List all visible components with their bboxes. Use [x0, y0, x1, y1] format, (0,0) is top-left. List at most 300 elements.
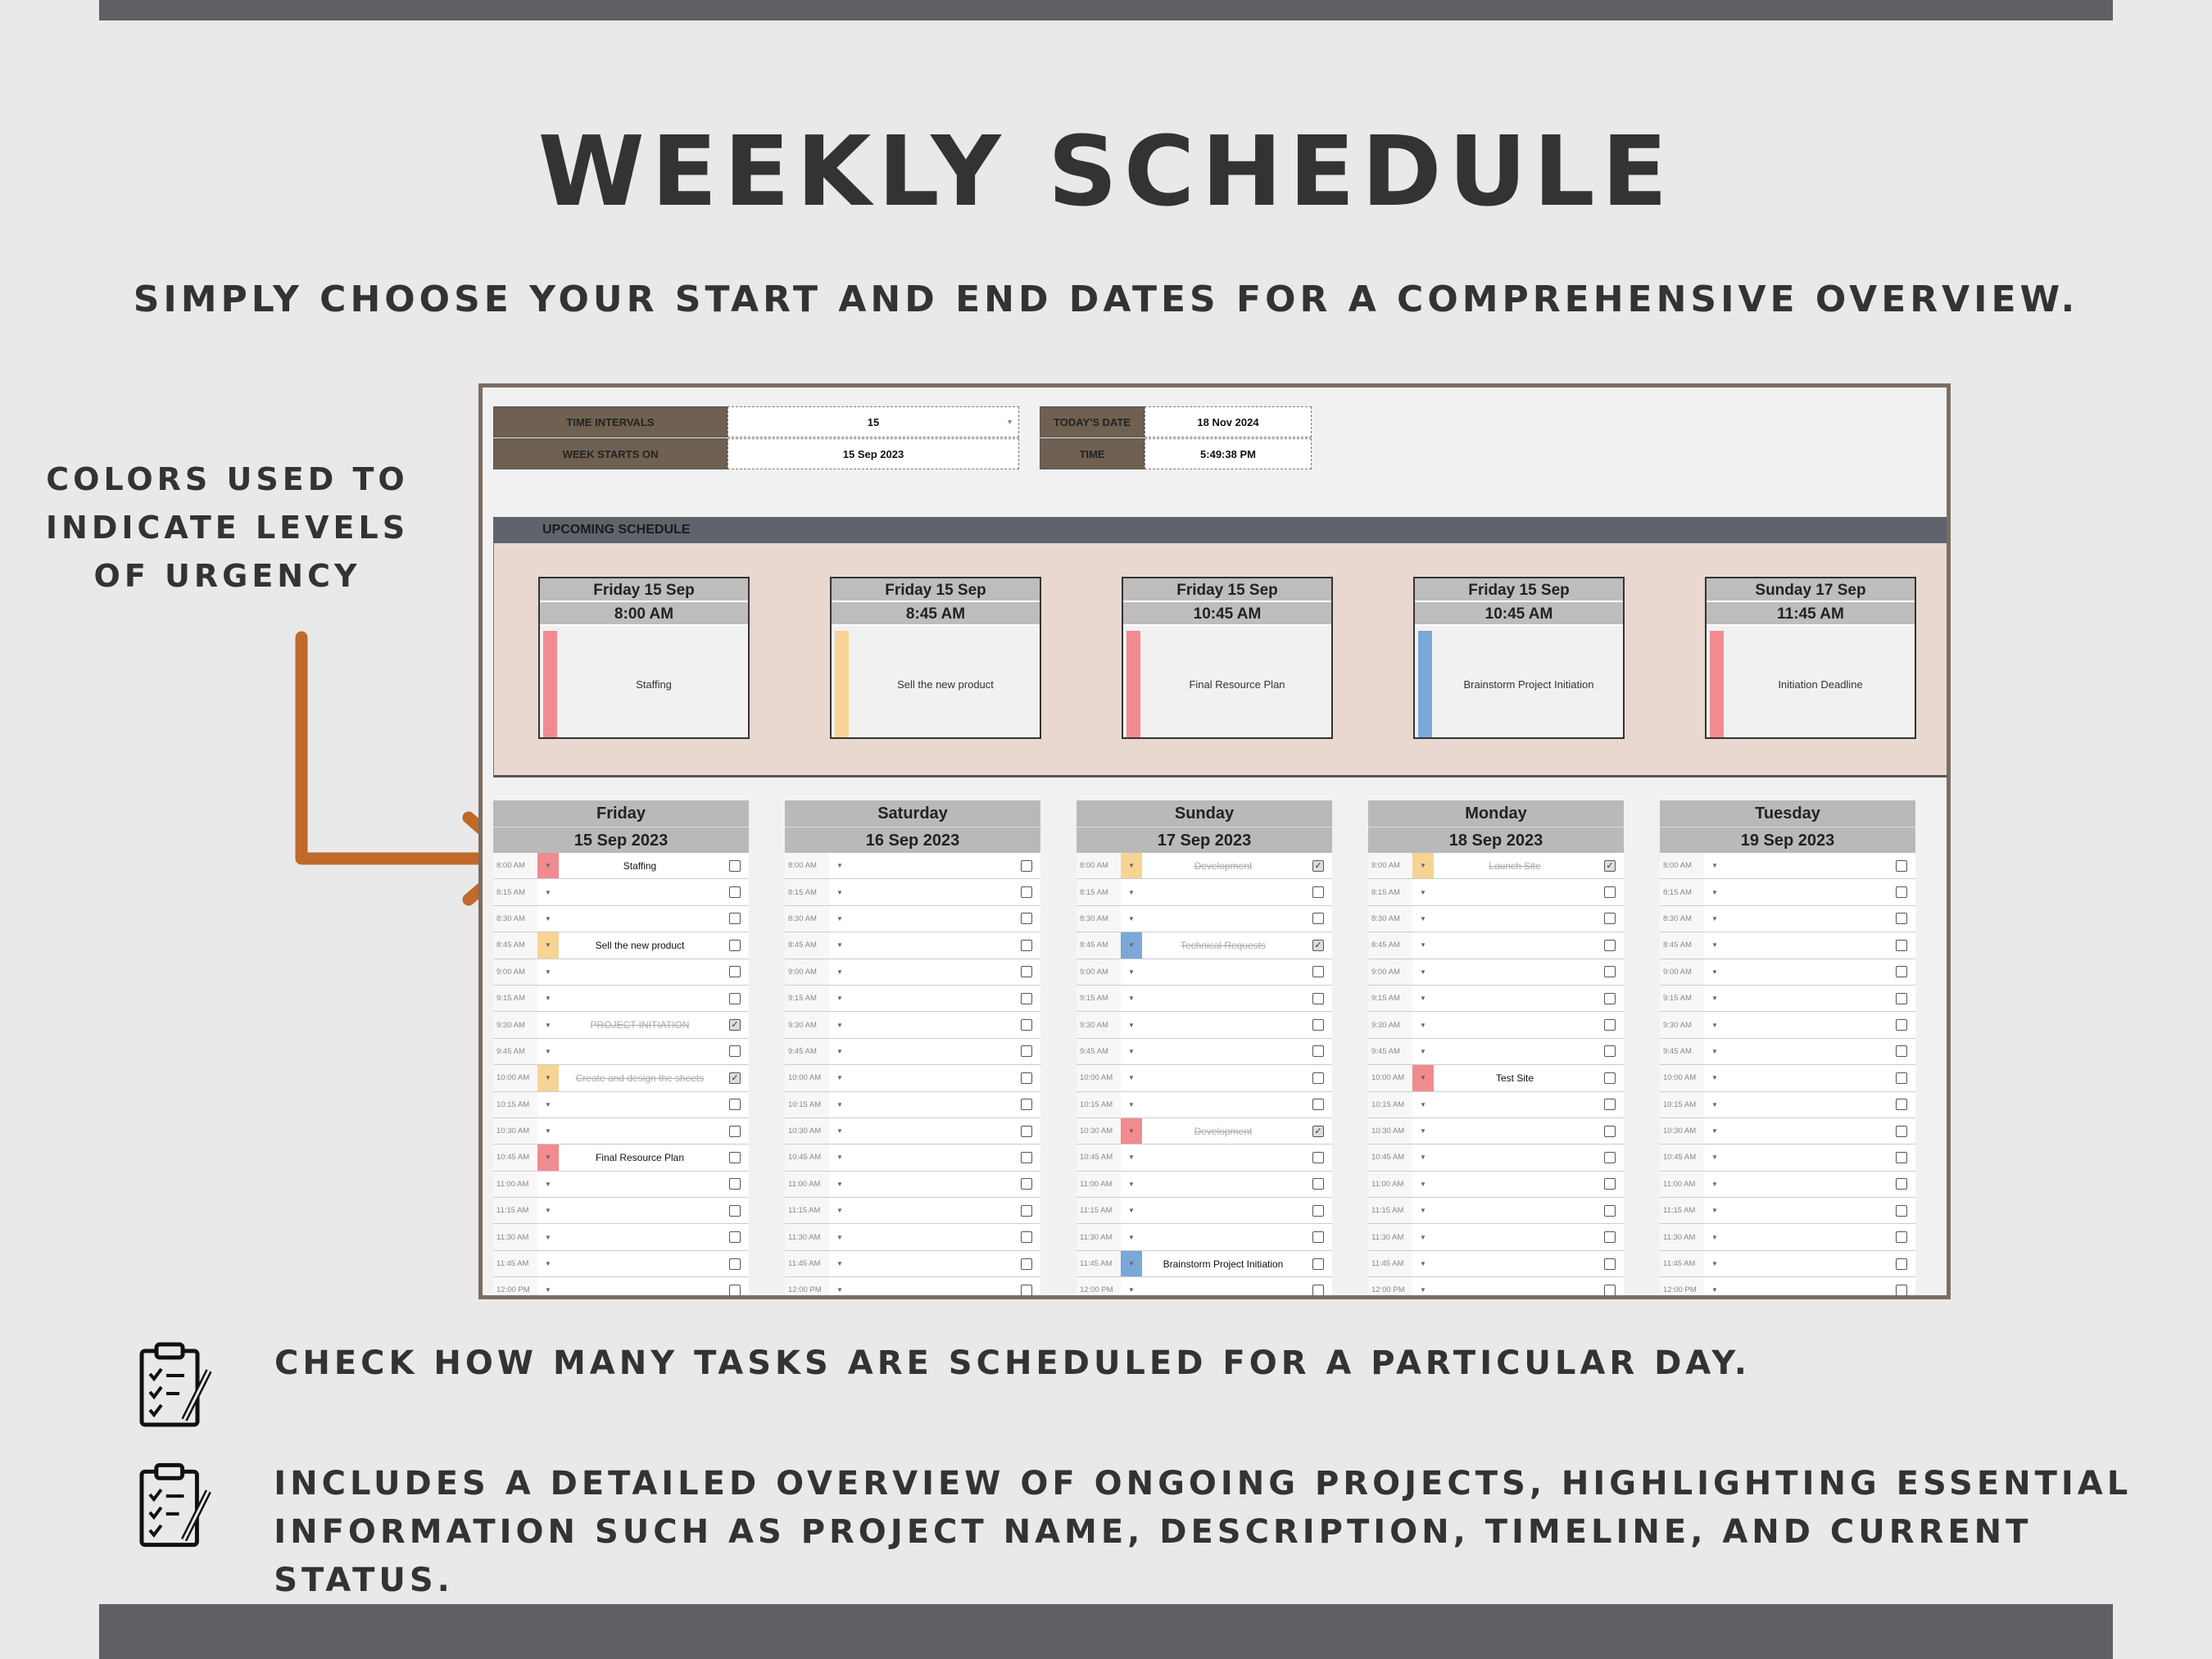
time-slot-label: 10:00 AM	[1077, 1065, 1121, 1090]
todays-date-label: TODAY'S DATE	[1040, 406, 1145, 437]
upcoming-card[interactable]	[538, 577, 750, 739]
done-checkbox[interactable]	[729, 1178, 741, 1190]
urgency-select[interactable]	[1121, 1198, 1142, 1223]
time-slot-row	[785, 986, 1040, 1012]
urgency-select[interactable]	[1121, 959, 1142, 985]
done-checkbox[interactable]	[1021, 913, 1032, 924]
urgency-select[interactable]	[1412, 1039, 1434, 1064]
task-cell[interactable]: Development	[1194, 1125, 1253, 1137]
done-checkbox[interactable]	[1021, 940, 1032, 951]
chevron-down-icon: ▼	[1420, 1100, 1426, 1108]
done-checkbox[interactable]	[729, 886, 741, 898]
urgency-select[interactable]	[829, 1145, 850, 1170]
done-checkbox[interactable]	[1896, 1072, 1907, 1084]
urgency-select[interactable]	[1412, 1118, 1434, 1144]
time-slot-label: 11:45 AM	[493, 1251, 537, 1276]
time-slot-label: 11:30 AM	[1077, 1224, 1121, 1249]
spreadsheet-panel	[478, 383, 1951, 1299]
done-checkbox[interactable]	[1604, 913, 1616, 924]
time-slot-row	[1368, 906, 1624, 932]
done-checkbox[interactable]	[729, 1231, 741, 1243]
done-checkbox[interactable]: ✓	[729, 1072, 741, 1084]
done-checkbox[interactable]	[1896, 940, 1907, 951]
chevron-down-icon: ▼	[836, 941, 843, 950]
urgency-select[interactable]	[829, 1224, 850, 1249]
done-checkbox[interactable]	[1604, 1099, 1616, 1110]
done-checkbox[interactable]	[1021, 1205, 1032, 1217]
urgency-select[interactable]	[829, 1118, 850, 1144]
feature-text	[274, 1460, 2212, 1605]
done-checkbox[interactable]	[1312, 1178, 1324, 1190]
chevron-down-icon: ▼	[1420, 1021, 1426, 1029]
done-checkbox[interactable]	[1604, 1231, 1616, 1243]
done-checkbox[interactable]	[1896, 1019, 1907, 1031]
time-slot-label: 11:15 AM	[1368, 1198, 1412, 1223]
time-slot-row	[493, 1092, 749, 1118]
urgency-note-line: OF URGENCY	[93, 558, 361, 594]
time-slot-label: 10:15 AM	[785, 1092, 829, 1117]
chevron-down-icon: ▼	[1711, 1233, 1718, 1241]
upcoming-card-day: Sunday 17 Sep	[1707, 578, 1915, 602]
done-checkbox[interactable]	[1021, 1285, 1032, 1296]
done-checkbox[interactable]	[1021, 1019, 1032, 1031]
done-checkbox[interactable]	[1896, 1205, 1907, 1217]
done-checkbox[interactable]	[1604, 1258, 1616, 1270]
upcoming-card-time: 8:45 AM	[832, 602, 1040, 626]
done-checkbox[interactable]	[729, 940, 741, 951]
time-slot-label: 11:45 AM	[785, 1251, 829, 1276]
urgency-select[interactable]	[537, 906, 559, 931]
urgency-select[interactable]	[537, 1277, 559, 1299]
urgency-select[interactable]	[1412, 1172, 1434, 1197]
task-cell[interactable]: Development	[1194, 859, 1253, 872]
urgency-select[interactable]	[537, 853, 559, 878]
done-checkbox[interactable]	[1021, 1258, 1032, 1270]
urgency-select[interactable]	[829, 906, 850, 931]
urgency-select[interactable]	[829, 1251, 850, 1276]
urgency-select[interactable]	[1121, 1118, 1142, 1144]
urgency-select[interactable]	[1121, 1039, 1142, 1064]
urgency-select[interactable]	[1704, 1172, 1725, 1197]
done-checkbox[interactable]	[1604, 1205, 1616, 1217]
urgency-select[interactable]	[829, 1172, 850, 1197]
time-slot-label: 11:45 AM	[1660, 1251, 1704, 1276]
done-checkbox[interactable]	[1312, 1072, 1324, 1084]
chevron-down-icon: ▼	[545, 1180, 551, 1188]
chevron-down-icon: ▼	[545, 888, 551, 896]
upcoming-card[interactable]	[1413, 577, 1625, 739]
urgency-select[interactable]	[1704, 1118, 1725, 1144]
chevron-down-icon: ▼	[545, 1286, 551, 1294]
chevron-down-icon: ▼	[1420, 1207, 1426, 1215]
time-slot-row	[785, 1092, 1040, 1118]
done-checkbox[interactable]	[1312, 1099, 1324, 1110]
chevron-down-icon: ▼	[1711, 968, 1718, 976]
task-cell[interactable]: Sell the new product	[595, 939, 685, 951]
chevron-down-icon: ▼	[1128, 1180, 1135, 1188]
urgency-select[interactable]	[829, 1198, 850, 1223]
done-checkbox[interactable]: ✓	[1312, 940, 1324, 951]
done-checkbox[interactable]	[1896, 966, 1907, 977]
time-slot-label: 11:45 AM	[1077, 1251, 1121, 1276]
urgency-select[interactable]	[537, 879, 559, 904]
task-cell[interactable]: Brainstorm Project Initiation	[1163, 1258, 1284, 1270]
urgency-select[interactable]	[829, 1065, 850, 1090]
done-checkbox[interactable]	[1604, 1152, 1616, 1163]
time-slot-label: 11:30 AM	[1660, 1224, 1704, 1249]
done-checkbox[interactable]	[1021, 1045, 1032, 1057]
day-name: Monday	[1368, 800, 1624, 827]
done-checkbox[interactable]	[1604, 1126, 1616, 1137]
urgency-select[interactable]	[1704, 853, 1725, 878]
urgency-select[interactable]	[829, 1039, 850, 1064]
chevron-down-icon: ▼	[1128, 1233, 1135, 1241]
task-cell[interactable]: Create and design the sheets	[575, 1072, 705, 1084]
chevron-down-icon: ▼	[1128, 1127, 1135, 1135]
done-checkbox[interactable]	[1604, 1285, 1616, 1296]
done-checkbox[interactable]	[729, 860, 741, 872]
urgency-select[interactable]	[1704, 906, 1725, 931]
done-checkbox[interactable]	[729, 1152, 741, 1163]
time-slot-label: 8:30 AM	[1660, 906, 1704, 931]
time-slot-row	[493, 853, 749, 879]
urgency-select[interactable]	[537, 1065, 559, 1090]
time-slot-row	[493, 1039, 749, 1065]
urgency-select[interactable]	[829, 932, 850, 958]
chevron-down-icon: ▼	[836, 1047, 843, 1055]
done-checkbox[interactable]	[1021, 1072, 1032, 1084]
urgency-select[interactable]	[1412, 1012, 1434, 1037]
done-checkbox[interactable]	[1896, 1045, 1907, 1057]
done-checkbox[interactable]	[1604, 1178, 1616, 1190]
done-checkbox[interactable]: ✓	[1604, 860, 1616, 872]
time-slot-label: 10:45 AM	[493, 1145, 537, 1170]
chevron-down-icon: ▼	[836, 1100, 843, 1108]
urgency-select[interactable]	[1704, 1145, 1725, 1170]
time-slot-label: 10:00 AM	[1368, 1065, 1412, 1090]
urgency-select[interactable]	[829, 1092, 850, 1117]
urgency-select[interactable]	[1412, 1145, 1434, 1170]
urgency-select[interactable]	[1121, 1145, 1142, 1170]
urgency-select[interactable]	[537, 932, 559, 958]
time-slot-row	[1368, 1012, 1624, 1038]
urgency-select[interactable]	[1121, 986, 1142, 1011]
done-checkbox[interactable]	[1312, 1285, 1324, 1296]
done-checkbox[interactable]	[729, 1126, 741, 1137]
done-checkbox[interactable]	[729, 1258, 741, 1270]
time-slot-label: 10:30 AM	[1077, 1118, 1121, 1144]
done-checkbox[interactable]	[1312, 1205, 1324, 1217]
time-slot-label: 11:15 AM	[493, 1198, 537, 1223]
done-checkbox[interactable]	[1021, 1231, 1032, 1243]
done-checkbox[interactable]	[1312, 886, 1324, 898]
done-checkbox[interactable]: ✓	[1312, 1126, 1324, 1137]
time-slot-row	[1077, 879, 1332, 905]
urgency-select[interactable]	[1121, 1277, 1142, 1299]
done-checkbox[interactable]	[729, 1205, 741, 1217]
urgency-select[interactable]	[1704, 959, 1725, 985]
time-slot-row	[493, 1172, 749, 1198]
urgency-select[interactable]	[1121, 879, 1142, 904]
urgency-select[interactable]	[537, 959, 559, 985]
urgency-select[interactable]	[1121, 1065, 1142, 1090]
done-checkbox[interactable]	[1021, 1152, 1032, 1163]
urgency-select[interactable]	[537, 1224, 559, 1249]
done-checkbox[interactable]: ✓	[1312, 860, 1324, 872]
time-intervals-select[interactable]	[728, 406, 1019, 437]
urgency-select[interactable]	[537, 1172, 559, 1197]
time-slot-row	[493, 1118, 749, 1145]
urgency-select[interactable]	[1704, 879, 1725, 904]
urgency-select[interactable]	[1412, 879, 1434, 904]
done-checkbox[interactable]	[1896, 886, 1907, 898]
upcoming-schedule-area	[493, 543, 1951, 777]
time-slot-label: 11:15 AM	[1077, 1198, 1121, 1223]
done-checkbox[interactable]	[1896, 1126, 1907, 1137]
upcoming-card[interactable]	[1122, 577, 1333, 739]
time-slot-label: 10:15 AM	[1077, 1092, 1121, 1117]
urgency-select[interactable]	[1121, 1092, 1142, 1117]
done-checkbox[interactable]	[1896, 1178, 1907, 1190]
page-subtitle: SIMPLY CHOOSE YOUR START AND END DATES FOR A COMPREHENSIVE OVERVIEW.	[133, 279, 2079, 320]
urgency-select[interactable]	[1412, 932, 1434, 958]
time-slot-label: 9:30 AM	[1660, 1012, 1704, 1037]
time-slot-label: 11:30 AM	[1368, 1224, 1412, 1249]
done-checkbox[interactable]	[1604, 993, 1616, 1004]
day-date: 18 Sep 2023	[1368, 827, 1624, 853]
urgency-select[interactable]	[1121, 1251, 1142, 1276]
urgency-select[interactable]	[1704, 1277, 1725, 1299]
urgency-select[interactable]	[537, 1198, 559, 1223]
urgency-select[interactable]	[1704, 1065, 1725, 1090]
chevron-down-icon: ▼	[545, 1154, 551, 1162]
time-slot-row	[1368, 959, 1624, 986]
upcoming-card-task: Staffing	[636, 678, 672, 691]
task-cell[interactable]: Technical Requests	[1180, 939, 1267, 951]
urgency-select[interactable]	[829, 1277, 850, 1299]
chevron-down-icon: ▼	[1711, 1127, 1718, 1135]
time-slot-row	[493, 906, 749, 932]
time-slot-label: 9:30 AM	[785, 1012, 829, 1037]
chevron-down-icon: ▼	[545, 1233, 551, 1241]
task-cell[interactable]: Staffing	[623, 859, 657, 872]
urgency-select[interactable]	[1121, 1172, 1142, 1197]
done-checkbox[interactable]	[1312, 1152, 1324, 1163]
done-checkbox[interactable]	[1021, 860, 1032, 872]
urgency-select[interactable]	[1704, 1039, 1725, 1064]
urgency-select[interactable]	[1121, 932, 1142, 958]
chevron-down-icon: ▼	[836, 914, 843, 922]
done-checkbox[interactable]	[729, 1045, 741, 1057]
chevron-down-icon: ▼	[1420, 995, 1426, 1003]
done-checkbox[interactable]	[1896, 1285, 1907, 1296]
upcoming-card-day: Friday 15 Sep	[1123, 578, 1331, 602]
done-checkbox[interactable]: ✓	[729, 1019, 741, 1031]
done-checkbox[interactable]	[1604, 1072, 1616, 1084]
urgency-select[interactable]	[1704, 1224, 1725, 1249]
urgency-select[interactable]	[1412, 1251, 1434, 1276]
chevron-down-icon: ▼	[836, 995, 843, 1003]
chevron-down-icon: ▼	[1128, 888, 1135, 896]
urgency-select[interactable]	[1121, 906, 1142, 931]
urgency-select[interactable]	[829, 959, 850, 985]
week-starts-input[interactable]: 15 Sep 2023	[728, 438, 1019, 469]
urgency-select[interactable]	[1121, 1224, 1142, 1249]
chevron-down-icon: ▼	[836, 1074, 843, 1082]
urgency-select[interactable]	[1121, 853, 1142, 878]
urgency-select[interactable]	[537, 1251, 559, 1276]
time-slot-row	[1660, 1012, 1915, 1038]
task-cell[interactable]: Final Resource Plan	[595, 1151, 685, 1163]
done-checkbox[interactable]	[729, 913, 741, 924]
time-slot-row	[1368, 879, 1624, 905]
urgency-select[interactable]	[829, 853, 850, 878]
day-date: 17 Sep 2023	[1077, 827, 1332, 853]
done-checkbox[interactable]	[1312, 1019, 1324, 1031]
time-slot-label: 8:00 AM	[785, 853, 829, 878]
done-checkbox[interactable]	[1604, 886, 1616, 898]
week-starts-label: WEEK STARTS ON	[493, 438, 728, 469]
done-checkbox[interactable]	[1896, 993, 1907, 1004]
urgency-select[interactable]	[1704, 1092, 1725, 1117]
urgency-select[interactable]	[537, 986, 559, 1011]
time-slot-row	[785, 1118, 1040, 1145]
done-checkbox[interactable]	[1021, 1178, 1032, 1190]
done-checkbox[interactable]	[1604, 1045, 1616, 1057]
urgency-select[interactable]	[1704, 1012, 1725, 1037]
time-slot-row	[1077, 1092, 1332, 1118]
done-checkbox[interactable]	[1312, 966, 1324, 977]
chevron-down-icon: ▼	[1711, 1047, 1718, 1055]
time-slot-row	[1660, 906, 1915, 932]
task-cell[interactable]: PROJECT INITIATION	[590, 1019, 690, 1031]
urgency-select[interactable]	[829, 1012, 850, 1037]
task-cell[interactable]: Test Site	[1495, 1072, 1534, 1084]
urgency-select[interactable]	[537, 1145, 559, 1170]
done-checkbox[interactable]	[1021, 1099, 1032, 1110]
time-slot-label: 9:15 AM	[785, 986, 829, 1011]
done-checkbox[interactable]	[729, 966, 741, 977]
urgency-select[interactable]	[1704, 1251, 1725, 1276]
done-checkbox[interactable]	[1604, 966, 1616, 977]
urgency-select[interactable]	[1412, 853, 1434, 878]
done-checkbox[interactable]	[1896, 1231, 1907, 1243]
done-checkbox[interactable]	[1021, 886, 1032, 898]
urgency-select[interactable]	[1412, 1092, 1434, 1117]
time-slot-label: 9:15 AM	[1368, 986, 1412, 1011]
chevron-down-icon: ▼	[1128, 1047, 1135, 1055]
upcoming-card[interactable]	[1705, 577, 1916, 739]
chevron-down-icon: ▼	[1128, 862, 1135, 870]
time-slot-row	[785, 1251, 1040, 1277]
time-slot-label: 10:45 AM	[785, 1145, 829, 1170]
urgency-select[interactable]	[537, 1012, 559, 1037]
done-checkbox[interactable]	[729, 1099, 741, 1110]
urgency-select[interactable]	[537, 1092, 559, 1117]
day-date: 19 Sep 2023	[1660, 827, 1915, 853]
time-slot-label: 9:45 AM	[1077, 1039, 1121, 1064]
upcoming-card-task: Sell the new product	[897, 678, 994, 691]
time-slot-label: 8:30 AM	[1368, 906, 1412, 931]
chevron-down-icon: ▼	[1711, 941, 1718, 950]
feature-line: INFORMATION SUCH AS PROJECT NAME, DESCRIPTION, TIMELINE, AND CURRENT STATUS.	[274, 1513, 2033, 1599]
time-slot-label: 8:15 AM	[1077, 879, 1121, 904]
time-slot-row	[785, 1277, 1040, 1299]
chevron-down-icon: ▼	[836, 1180, 843, 1188]
done-checkbox[interactable]	[1312, 1045, 1324, 1057]
urgency-select[interactable]	[1412, 1198, 1434, 1223]
urgency-select[interactable]	[1412, 986, 1434, 1011]
urgency-select[interactable]	[1704, 932, 1725, 958]
urgency-select[interactable]	[1121, 1012, 1142, 1037]
done-checkbox[interactable]	[1896, 1099, 1907, 1110]
chevron-down-icon: ▼	[545, 1260, 551, 1268]
time-slot-label: 11:00 AM	[785, 1172, 829, 1197]
done-checkbox[interactable]	[1021, 966, 1032, 977]
chevron-down-icon: ▼	[545, 968, 551, 976]
done-checkbox[interactable]	[729, 1285, 741, 1296]
urgency-select[interactable]	[1704, 1198, 1725, 1223]
done-checkbox[interactable]	[1312, 993, 1324, 1004]
done-checkbox[interactable]	[1604, 1019, 1616, 1031]
upcoming-card-time: 8:00 AM	[540, 602, 748, 626]
feature-text	[274, 1339, 1751, 1388]
done-checkbox[interactable]	[1312, 1231, 1324, 1243]
urgency-select[interactable]	[1412, 1065, 1434, 1090]
chevron-down-icon: ▼	[836, 1233, 843, 1241]
urgency-select[interactable]	[537, 1118, 559, 1144]
done-checkbox[interactable]	[1021, 1126, 1032, 1137]
day-date: 15 Sep 2023	[493, 827, 749, 853]
urgency-select[interactable]	[1412, 959, 1434, 985]
chevron-down-icon: ▼	[1420, 888, 1426, 896]
time-slot-label: 12:00 PM	[1660, 1277, 1704, 1299]
urgency-select[interactable]	[1412, 906, 1434, 931]
time-slot-label: 9:45 AM	[493, 1039, 537, 1064]
chevron-down-icon: ▼	[1128, 968, 1135, 976]
done-checkbox[interactable]	[1312, 1258, 1324, 1270]
time-slot-row	[1660, 1092, 1915, 1118]
done-checkbox[interactable]	[729, 993, 741, 1004]
done-checkbox[interactable]	[1021, 993, 1032, 1004]
urgency-select[interactable]	[537, 1039, 559, 1064]
task-cell[interactable]: Launch Site	[1489, 859, 1541, 872]
urgency-select[interactable]	[1412, 1224, 1434, 1249]
done-checkbox[interactable]	[1896, 1258, 1907, 1270]
time-slot-row	[1368, 853, 1624, 879]
urgency-select[interactable]	[1704, 986, 1725, 1011]
done-checkbox[interactable]	[1312, 913, 1324, 924]
upcoming-card-day: Friday 15 Sep	[832, 578, 1040, 602]
chevron-down-icon: ▼	[836, 1127, 843, 1135]
done-checkbox[interactable]	[1896, 860, 1907, 872]
chevron-down-icon: ▼	[545, 914, 551, 922]
time-slot-row	[1077, 1012, 1332, 1038]
upcoming-card[interactable]	[830, 577, 1041, 739]
time-slot-row	[1077, 1118, 1332, 1145]
urgency-select[interactable]	[1412, 1277, 1434, 1299]
chevron-down-icon: ▼	[1420, 941, 1426, 950]
done-checkbox[interactable]	[1604, 940, 1616, 951]
time-slot-row	[1660, 1251, 1915, 1277]
urgency-select[interactable]	[829, 986, 850, 1011]
time-slot-row	[1660, 879, 1915, 905]
time-slot-label: 8:00 AM	[1077, 853, 1121, 878]
done-checkbox[interactable]	[1896, 913, 1907, 924]
time-slot-row	[493, 932, 749, 959]
done-checkbox[interactable]	[1896, 1152, 1907, 1163]
urgency-select[interactable]	[829, 879, 850, 904]
